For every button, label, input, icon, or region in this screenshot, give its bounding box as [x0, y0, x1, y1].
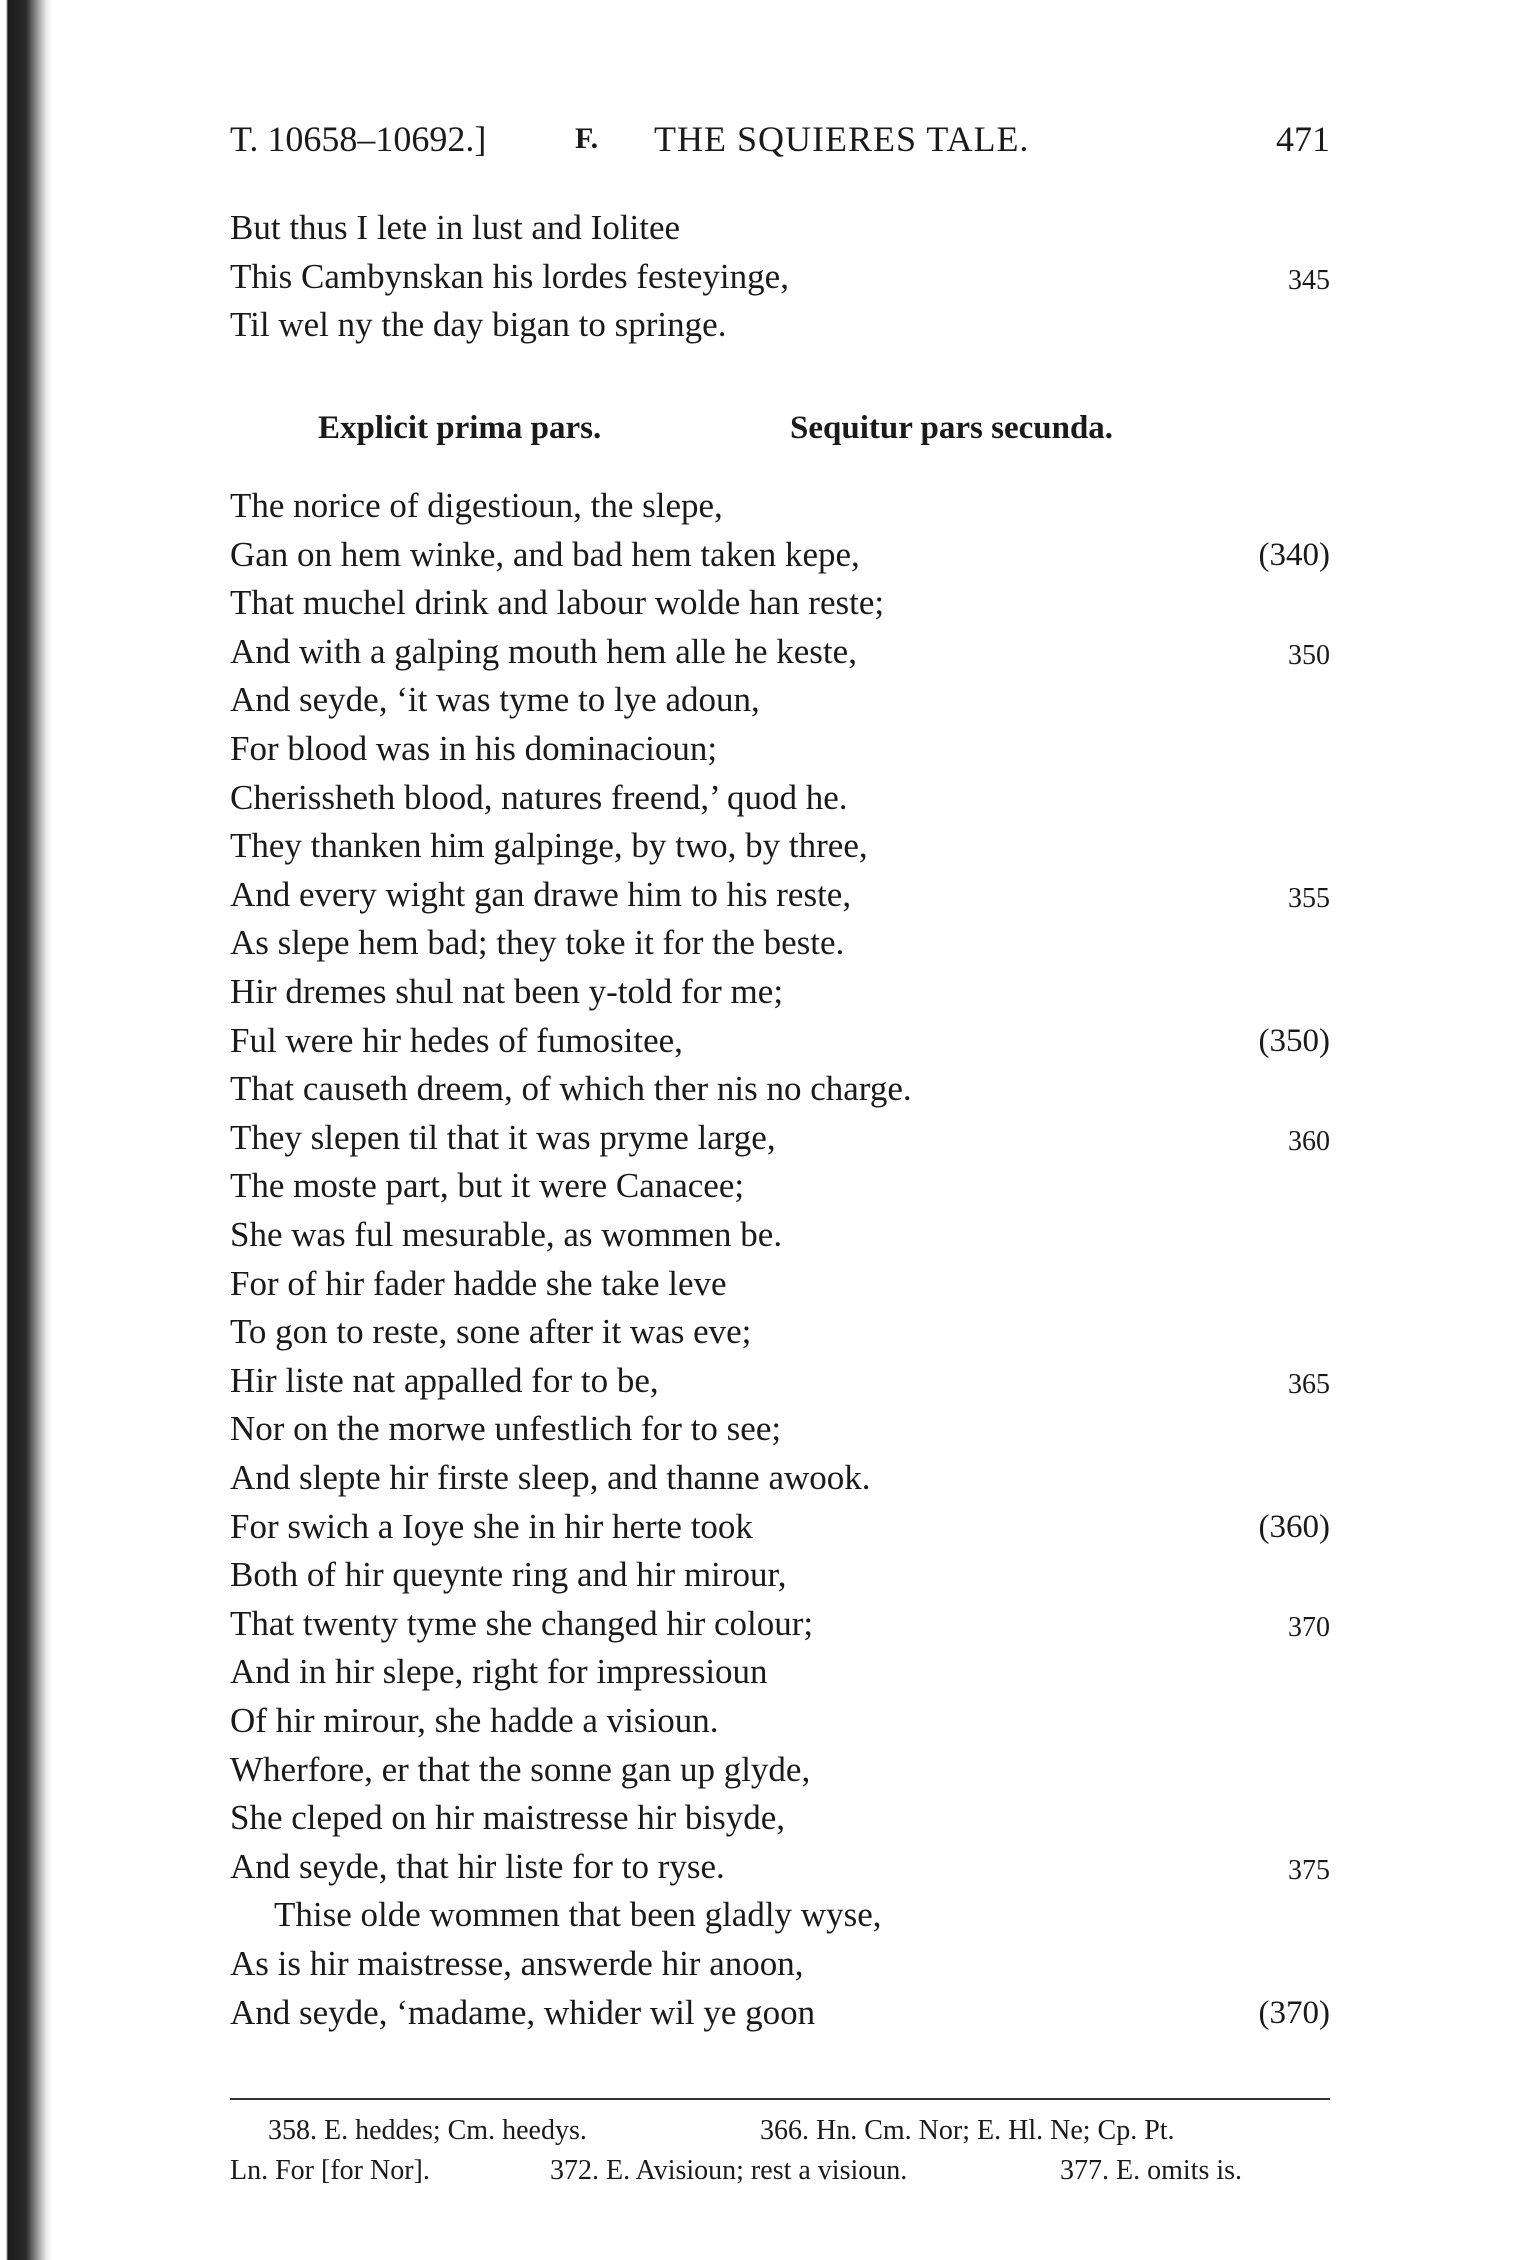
line-number: (340)	[1258, 536, 1330, 573]
footnote-366: 366. Hn. Cm. Nor; E. Hl. Ne; Cp. Pt.	[760, 2115, 1175, 2146]
verse-line	[230, 628, 1330, 676]
verse-text: To gon to reste, sone after it was eve;	[230, 1312, 752, 1352]
page-number: 471	[1276, 119, 1330, 159]
verse-text: Cherissheth blood, natures freend,’ quod he.	[230, 777, 848, 817]
verse-line	[230, 1697, 1330, 1745]
verse-line	[230, 774, 1330, 822]
line-number: 345	[1288, 264, 1330, 296]
footnote-358: 358. E. heddes; Cm. heedys.	[268, 2115, 587, 2146]
verse-text: That muchel drink and labour wolde han reste;	[230, 583, 885, 623]
verse-text: That twenty tyme she changed hir colour;	[230, 1603, 814, 1643]
verse-text: She cleped on hir maistresse hir bisyde,	[230, 1798, 786, 1838]
verse-line	[230, 579, 1330, 627]
verse-line	[230, 301, 1330, 349]
verse-text: For of hir fader hadde she take leve	[230, 1263, 727, 1303]
verse-text: Hir liste nat appalled for to be,	[230, 1360, 659, 1400]
verse-text: And with a galping mouth hem alle he keste,	[230, 631, 857, 671]
verse-line	[230, 1114, 1330, 1162]
verse-line	[230, 1989, 1330, 2037]
verse-text: They slepen til that it was pryme large,	[230, 1117, 776, 1157]
verse-text: Of hir mirour, she hadde a visioun.	[230, 1701, 719, 1740]
line-number: 375	[1288, 1854, 1330, 1886]
verse-line	[230, 871, 1330, 919]
verse-text: And in hir slepe, right for impressioun	[230, 1652, 768, 1692]
verse-text: Ful were hir hedes of fumositee,	[230, 1020, 683, 1060]
book-binding-edge	[0, 0, 52, 2260]
verse-line	[230, 1017, 1330, 1065]
line-range: T. 10658–10692.]	[230, 119, 487, 159]
verse-text: Til wel ny the day bigan to springe.	[230, 305, 727, 344]
verse-line	[230, 725, 1330, 773]
fragment-label: F.	[575, 122, 599, 155]
verse-line	[230, 1794, 1330, 1842]
verse-text: Gan on hem winke, and bad hem taken kepe,	[230, 534, 860, 574]
verse-text: The moste part, but it were Canacee;	[230, 1166, 745, 1206]
verse-text: Hir dremes shul nat been y-told for me;	[230, 972, 784, 1011]
footnote-366-cont: Ln. For [for Nor].	[230, 2155, 430, 2186]
verse-text: Nor on the morwe unfestlich for to see;	[230, 1409, 782, 1449]
verse-line	[230, 1405, 1330, 1453]
verse-line	[230, 1357, 1330, 1405]
verse-line	[230, 204, 1330, 252]
footnote-line	[230, 2110, 1330, 2152]
verse-line	[230, 531, 1330, 579]
footnote-rule	[230, 2098, 1330, 2100]
line-number: (360)	[1258, 1508, 1330, 1545]
line-number: 370	[1288, 1611, 1330, 1643]
verse-text: Thise olde wommen that been gladly wyse,	[274, 1895, 882, 1935]
verse-text: This Cambynskan his lordes festeyinge,	[230, 256, 789, 296]
line-number: 365	[1288, 1368, 1330, 1400]
verse-line	[230, 676, 1330, 724]
footnote-372: 372. E. Avisioun; rest a visioun.	[550, 2155, 908, 2186]
rubric	[230, 410, 1330, 460]
verse-text: For blood was in his dominacioun;	[230, 729, 718, 768]
verse-line	[230, 1503, 1330, 1551]
verse-text: They thanken him galpinge, by two, by three,	[230, 826, 868, 866]
verse-line	[230, 919, 1330, 967]
line-number: 355	[1288, 882, 1330, 914]
rubric-sequitur: Sequitur pars secunda.	[790, 410, 1114, 446]
verse-text: The norice of digestioun, the slepe,	[230, 486, 723, 525]
verse-text: Both of hir queynte ring and hir mirour,	[230, 1555, 787, 1595]
verse-line	[230, 1308, 1330, 1356]
verse-text: She was ful mesurable, as wommen be.	[230, 1215, 783, 1254]
line-number: 360	[1288, 1125, 1330, 1157]
line-number: 350	[1288, 639, 1330, 671]
verse-line	[230, 482, 1330, 530]
verse-line	[230, 1843, 1330, 1891]
verse-line	[230, 1746, 1330, 1794]
verse-line	[230, 1940, 1330, 1988]
verse-text: As slepe hem bad; they toke it for the beste.	[230, 923, 845, 963]
footnote-line	[230, 2150, 1330, 2192]
verse-line	[230, 968, 1330, 1016]
verse-line	[230, 1211, 1330, 1259]
verse-line	[230, 1891, 1330, 1939]
verse-text: And seyde, ‘madame, whider wil ye goon	[230, 1992, 816, 2032]
verse-text: And seyde, that hir liste for to ryse.	[230, 1846, 725, 1886]
verse-text: For swich a Ioye she in hir herte took	[230, 1506, 753, 1546]
verse-line	[230, 1551, 1330, 1599]
verse-line	[230, 1260, 1330, 1308]
verse-line	[230, 1162, 1330, 1210]
page-title: THE SQUIERES TALE.	[654, 119, 1030, 159]
verse-text: As is hir maistresse, answerde hir anoon,	[230, 1944, 804, 1983]
verse-line	[230, 1065, 1330, 1113]
verse-line	[230, 253, 1330, 301]
verse-text: And every wight gan drawe him to his reste,	[230, 874, 852, 914]
rubric-explicit: Explicit prima pars.	[318, 410, 602, 446]
footnote-377: 377. E. omits is.	[1060, 2155, 1243, 2186]
verse-text: Wherfore, er that the sonne gan up glyde,	[230, 1749, 811, 1789]
line-number: (370)	[1258, 1994, 1330, 2031]
verse-text: And seyde, ‘it was tyme to lye adoun,	[230, 680, 760, 720]
verse-text: And slepte hir firste sleep, and thanne awook.	[230, 1458, 871, 1497]
verse-line	[230, 1648, 1330, 1696]
line-number: (350)	[1258, 1022, 1330, 1059]
verse-line	[230, 1454, 1330, 1502]
verse-text: But thus I lete in lust and Iolitee	[230, 208, 681, 247]
running-header	[230, 118, 1330, 178]
verse-text: That causeth dreem, of which ther nis no charge.	[230, 1069, 912, 1109]
verse-line	[230, 1600, 1330, 1648]
verse-line	[230, 822, 1330, 870]
